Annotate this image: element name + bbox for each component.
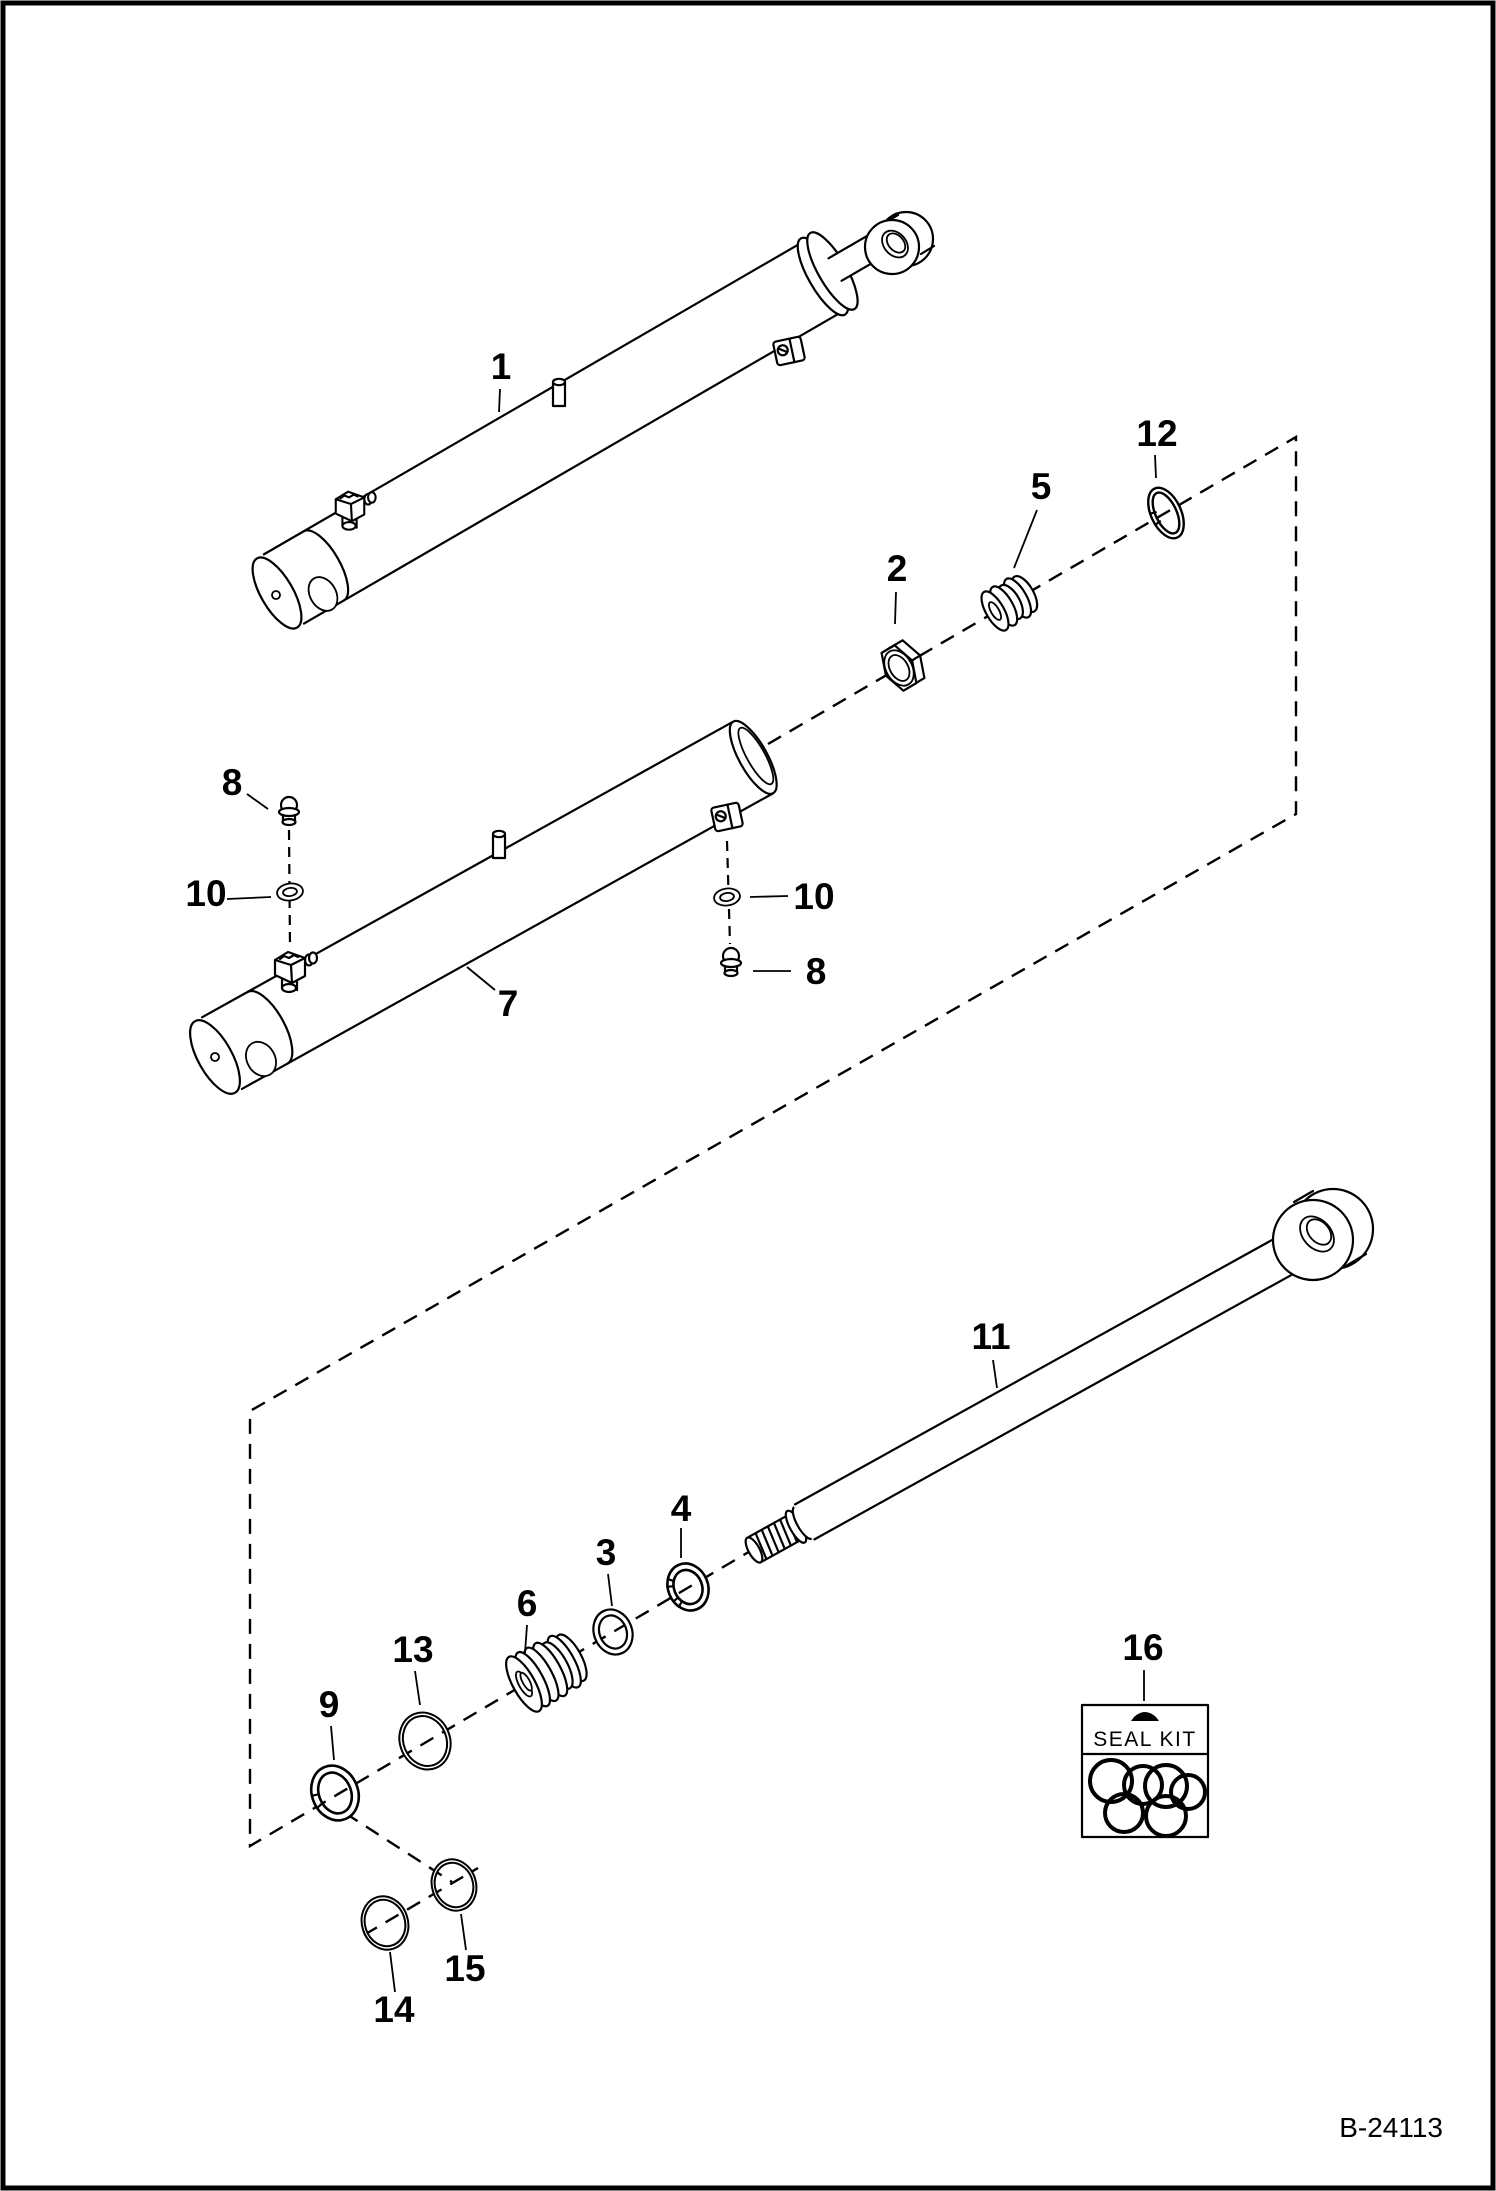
cap-pivot-hole	[272, 591, 280, 599]
callout-5: 5	[1030, 466, 1052, 507]
barrel-7	[180, 715, 785, 1101]
callout-9: 9	[318, 1684, 340, 1725]
callout-10-left: 10	[185, 873, 227, 914]
o-ring-10-right	[713, 887, 741, 907]
callout-8-left: 8	[221, 762, 243, 803]
drawing-number: B-24113	[1339, 2112, 1443, 2143]
plug-8-right	[721, 948, 741, 976]
cylinder-assembly-1	[241, 200, 934, 639]
nut-2	[878, 640, 924, 691]
explosion-axis-14-15	[364, 1868, 478, 1935]
callout-leaders	[227, 389, 1156, 1992]
barrel-7-pin	[493, 831, 505, 858]
callout-3: 3	[595, 1532, 617, 1573]
rod-eye-small	[865, 212, 934, 274]
callout-11: 11	[971, 1316, 1011, 1357]
rod-eye-large	[1273, 1189, 1373, 1280]
callout-2: 2	[886, 548, 908, 589]
cap-pivot-hole	[211, 1053, 219, 1061]
callout-10-right: 10	[793, 876, 835, 917]
ring-15	[425, 1853, 483, 1916]
cylinder-1-pin	[553, 379, 565, 406]
barrel-7-port-block	[711, 802, 743, 831]
callout-8-right: 8	[805, 951, 827, 992]
gland-5	[976, 570, 1043, 634]
cylinder-1-port-block	[773, 336, 805, 365]
rod-11	[739, 1189, 1373, 1570]
callout-4: 4	[670, 1488, 692, 1529]
callout-12: 12	[1136, 413, 1178, 454]
ring-14	[355, 1890, 415, 1956]
callout-14: 14	[373, 1989, 415, 2030]
o-ring-10-left	[276, 882, 304, 902]
piston-6	[499, 1626, 595, 1717]
ring-9	[303, 1758, 367, 1827]
callout-15: 15	[444, 1948, 486, 1989]
seal-kit-label: SEAL KIT	[1093, 1728, 1197, 1751]
callout-13: 13	[392, 1629, 434, 1670]
ring-13	[391, 1705, 459, 1778]
callout-1: 1	[490, 346, 512, 387]
ring-3	[587, 1604, 639, 1661]
seal-kit-16	[1082, 1705, 1208, 1837]
callout-6: 6	[516, 1583, 538, 1624]
plug-8-left	[279, 797, 299, 825]
callout-16: 16	[1122, 1627, 1164, 1668]
callout-7: 7	[497, 983, 519, 1024]
